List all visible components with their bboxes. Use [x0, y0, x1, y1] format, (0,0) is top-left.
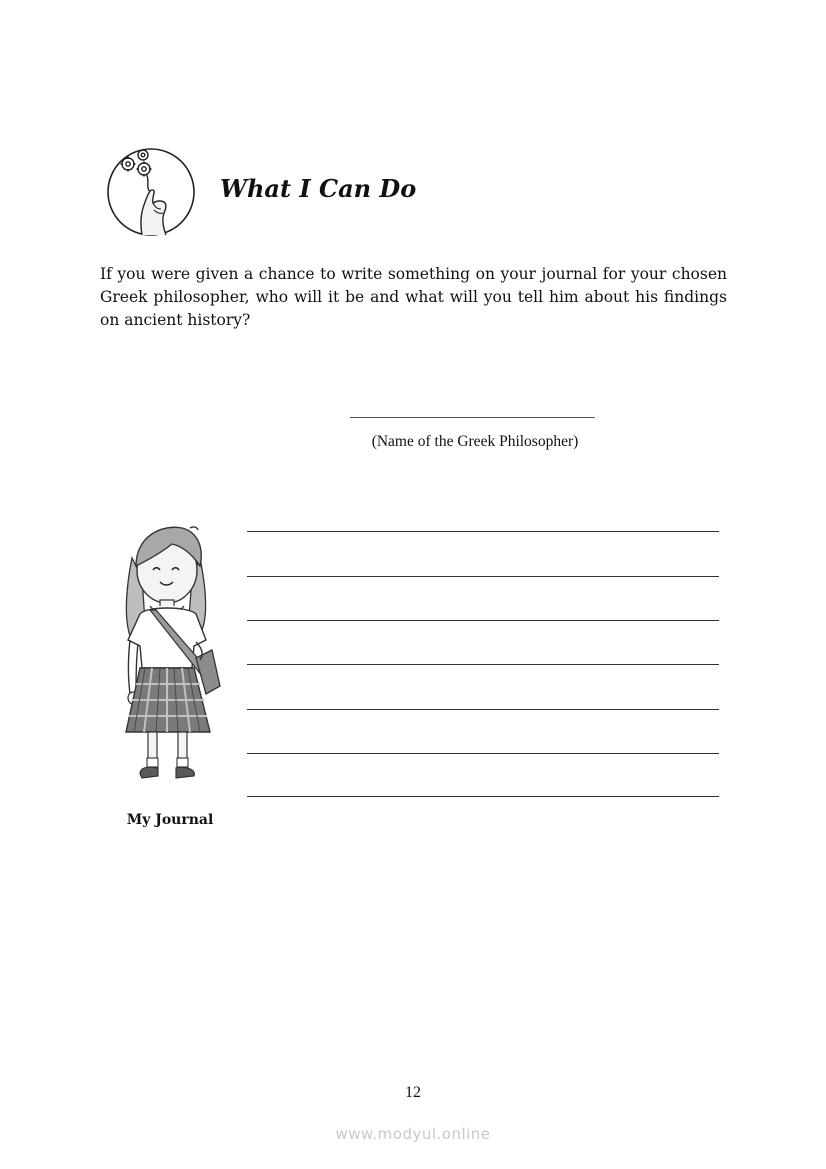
journal-writing-line-6[interactable] [247, 753, 719, 754]
journal-writing-line-4[interactable] [247, 664, 719, 665]
hand-holding-gears-icon [106, 147, 196, 237]
philosopher-name-caption: (Name of the Greek Philosopher) [371, 433, 579, 450]
journal-label: My Journal [126, 812, 214, 828]
journal-writing-line-1[interactable] [247, 531, 719, 532]
section-title: What I Can Do [220, 174, 417, 203]
journal-writing-line-5[interactable] [247, 709, 719, 710]
philosopher-name-line[interactable] [350, 417, 595, 418]
page-number: 12 [405, 1084, 421, 1101]
prompt-text: If you were given a chance to write something on your journal for your chosen Greek philosopher, who will it be and what will you tell him about his findings on ancient history? [100, 265, 727, 329]
journal-writing-line-3[interactable] [247, 620, 719, 621]
watermark: www.modyul.online [335, 1125, 491, 1143]
journal-writing-line-2[interactable] [247, 576, 719, 577]
student-girl-illustration [112, 518, 230, 788]
journal-writing-line-7[interactable] [247, 796, 719, 797]
